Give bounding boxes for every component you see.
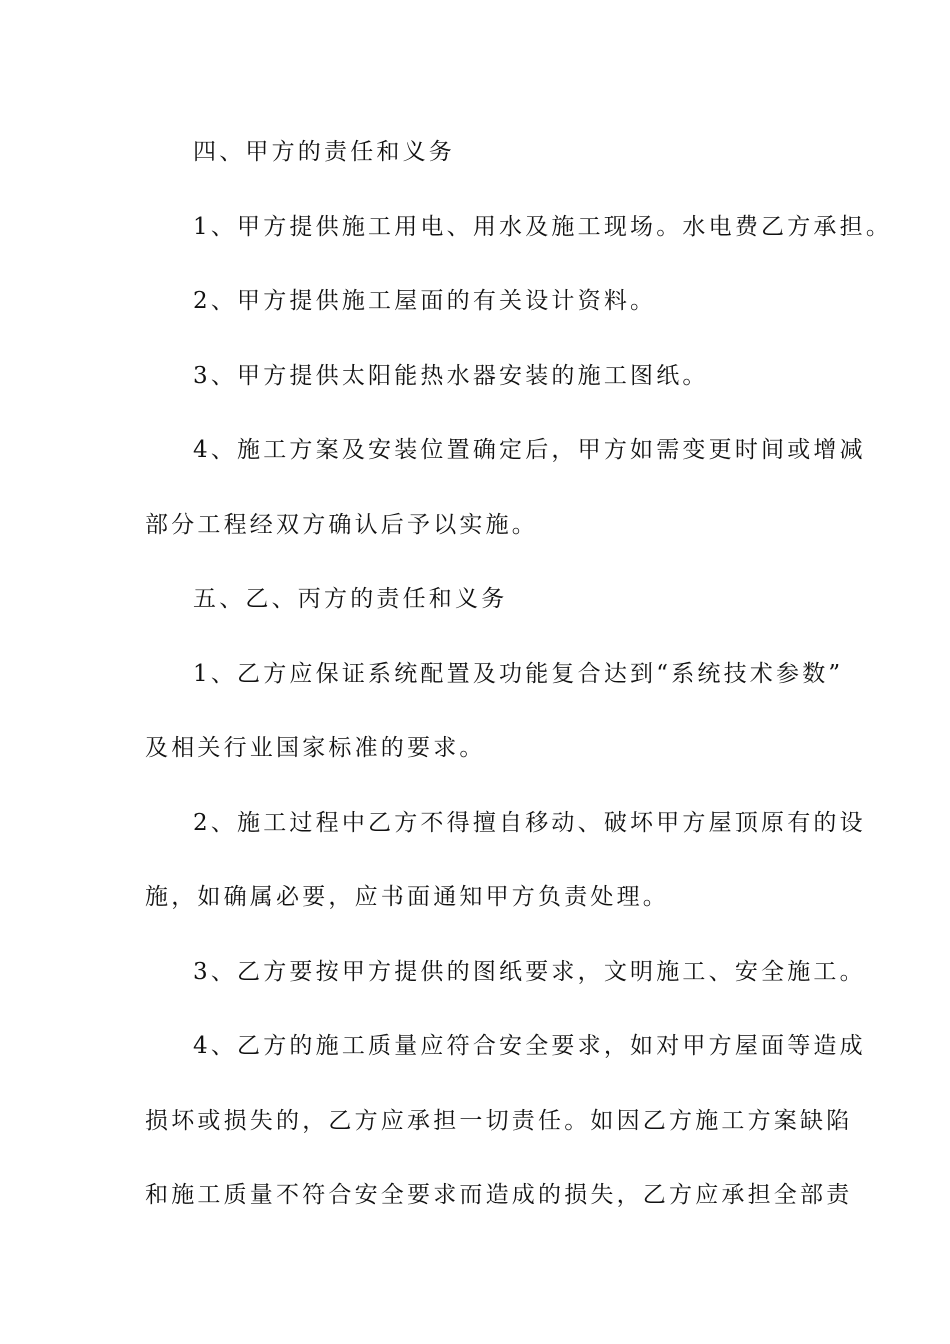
clause-5-2-line-2: 施，如确属必要，应书面通知甲方负责处理。 (145, 884, 669, 910)
clause-5-1-line-1: 1、乙方应保证系统配置及功能复合达到“系统技术参数” (193, 661, 844, 687)
clause-4-4-line-1: 4、施工方案及安装位置确定后，甲方如需变更时间或增减 (193, 437, 866, 463)
clause-5-4-line-1: 4、乙方的施工质量应符合安全要求，如对甲方屋面等造成 (193, 1033, 866, 1059)
section-heading-4: 四、甲方的责任和义务 (193, 139, 455, 165)
clause-4-4-line-2: 部分工程经双方确认后予以实施。 (145, 512, 538, 538)
clause-5-4-line-2: 损坏或损失的，乙方应承担一切责任。如因乙方施工方案缺陷 (145, 1108, 853, 1134)
clause-4-2: 2、甲方提供施工屋面的有关设计资料。 (193, 288, 657, 314)
clause-5-4-line-3: 和施工质量不符合安全要求而造成的损失，乙方应承担全部责 (145, 1182, 853, 1208)
clause-5-3: 3、乙方要按甲方提供的图纸要求，文明施工、安全施工。 (193, 959, 866, 985)
clause-5-2-line-1: 2、施工过程中乙方不得擅自移动、破坏甲方屋顶原有的设 (193, 810, 866, 836)
clause-4-1: 1、甲方提供施工用电、用水及施工现场。水电费乙方承担。 (193, 214, 893, 240)
clause-5-1-line-2: 及相关行业国家标准的要求。 (145, 735, 486, 761)
section-heading-5: 五、乙、丙方的责任和义务 (193, 586, 508, 612)
clause-4-3: 3、甲方提供太阳能热水器安装的施工图纸。 (193, 363, 709, 389)
